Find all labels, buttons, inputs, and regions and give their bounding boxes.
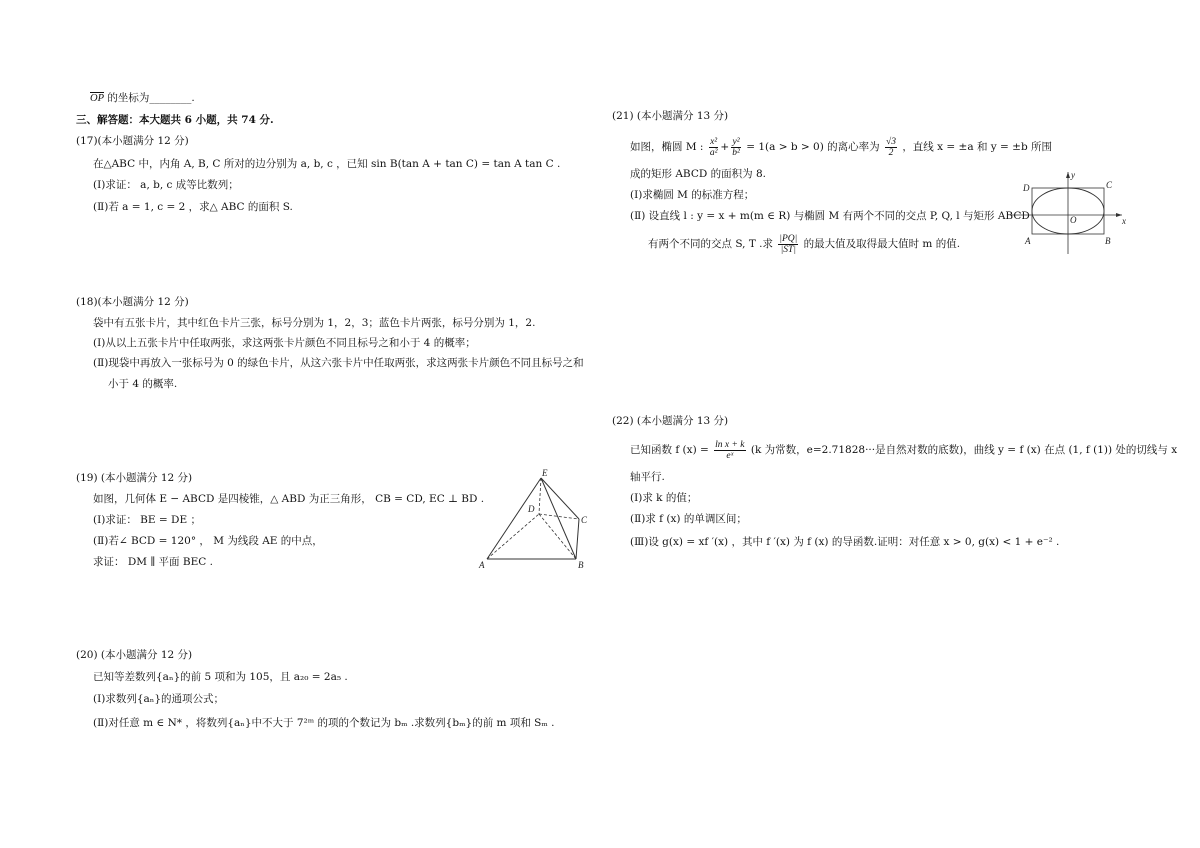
q21-l5b: 的最大值及取得最大值时 m 的值. [803,238,961,250]
frac-x: $\frac{\text{x²}}{\text{a²}}$ [709,136,718,158]
label-a2: A [1025,236,1031,246]
vector-op: $\overline{OP}$ [90,93,104,104]
q20-line1: 已知等差数列{aₙ}的前 5 项和为 105，且 a₂₀ = 2a₅ . [93,671,348,683]
q18-line3: (Ⅱ)现袋中再放入一张标号为 0 的绿色卡片，从这六张卡片中任取两张，求这两张卡片颜色不同且标号之和 [93,357,584,369]
pyramid-figure [475,466,595,572]
q19-head: (19) (本小题满分 12 分) [76,472,193,484]
q21-head: (21) (本小题满分 13 分) [612,110,729,122]
q22-line3: (Ⅰ)求 k 的值； [630,492,698,504]
q22-line1 [630,438,1177,462]
op-text: 的坐标为________. [107,92,195,104]
q17-line2: (Ⅰ)求证： a, b, c 成等比数列； [93,179,239,191]
q19-line2: (Ⅰ)求证： BE = DE ； [93,514,201,526]
q20-line3: (Ⅱ)对任意 m ∈ N* ，将数列{aₙ}中不大于 7²ᵐ 的项的个数记为 bₘ .求数列{bₘ}的前 m 项和 Sₘ . [93,717,555,729]
label-c: C [581,515,588,525]
frac-pq-st: $\frac{|PQ|}{|ST|}$ [779,233,798,255]
frac-f: $\frac{\text{ln x + k}}{\text{eˣ}}$ [715,439,745,461]
q21-line5 [648,232,960,256]
q22-line5: (Ⅲ)设 g(x) = xf ′(x) ，其中 f ′(x) 为 f (x) 的导函数.证明：对任意 x > 0, g(x) < 1 + e⁻² . [630,536,1060,548]
q21-l1a: 如图，椭圆 M : [630,141,704,153]
q22-head: (22) (本小题满分 13 分) [612,415,729,427]
ellipse-figure [1010,168,1134,256]
q22-l1b: (k 为常数，e=2.71828···是自然对数的底数)，曲线 y = f (x) 在点 (1, f (1)) 处的切线与 x [750,444,1178,456]
q21-l5a: 有两个不同的交点 S, T .求 [648,238,774,250]
label-b2: B [1105,236,1111,246]
op-line [90,91,195,106]
q21-l1c: ，直线 x = ±a 和 y = ±b 所围 [902,141,1053,153]
q20-head: (20) (本小题满分 12 分) [76,649,193,661]
q19-line1: 如图，几何体 E − ABCD 是四棱锥，△ ABD 为正三角形， CB = CD, EC ⊥ BD . [93,493,485,505]
q22-line4: (Ⅱ)求 f (x) 的单调区间； [630,513,747,525]
q22-line2: 轴平行. [630,471,665,483]
q17-line3: (Ⅱ)若 a = 1, c = 2 ，求△ ABC 的面积 S. [93,201,293,213]
q19-line3: (Ⅱ)若∠ BCD = 120° ， M 为线段 AE 的中点， [93,535,323,547]
label-b: B [578,560,584,570]
frac-e: $\frac{√3}{2}$ [886,136,896,158]
label-x: x [1122,216,1126,226]
label-y: y [1071,170,1075,180]
section-3-title: 三、解答题：本大题共 6 小题，共 74 分. [76,114,274,126]
q22-l1a: 已知函数 f (x) = [630,444,709,456]
label-a: A [479,560,485,570]
q18-line4: 小于 4 的概率. [108,378,178,390]
q21-line3: (Ⅰ)求椭圆 M 的标准方程； [630,189,755,201]
q19-line4: 求证： DM ∥ 平面 BEC . [93,556,213,568]
q21-line1: 如图，椭圆 M : $\frac{\text{x²}}{\text{a²}}$ + $\frac{\text{y²}}{\text{b²}}$ = 1(a > b > 0) 的离心率为 $\frac{√3}{2}$ ，直线 x = ±a 和 y = ±b 所围 [630,136,1053,158]
label-d: D [528,504,535,514]
q21-line4: (Ⅱ) 设直线 l : y = x + m(m ∈ R) 与椭圆 M 有两个不同的交点 P, Q, l 与矩形 ABCD [630,210,1030,222]
q17-line1: 在△ABC 中，内角 A, B, C 所对的边分别为 a, b, c ，已知 sin B(tan A + tan C) = tan A tan C . [93,158,561,170]
q20-line2: (Ⅰ)求数列{aₙ}的通项公式； [93,693,225,705]
q21-l1b: = 1(a > b > 0) 的离心率为 [746,141,880,153]
q18-head: (18)(本小题满分 12 分) [76,296,189,308]
label-o: O [1070,215,1077,225]
q21-line2: 成的矩形 ABCD 的面积为 8. [630,168,766,180]
q17-head: (17)(本小题满分 12 分) [76,135,189,147]
label-e: E [542,468,548,478]
label-c2: C [1106,180,1113,190]
label-d2: D [1023,183,1030,193]
q18-line2: (Ⅰ)从以上五张卡片中任取两张，求这两张卡片颜色不同且标号之和小于 4 的概率； [93,337,476,349]
q18-line1: 袋中有五张卡片，其中红色卡片三张，标号分别为 1，2，3；蓝色卡片两张，标号分别为 1，2. [93,317,536,329]
frac-y: $\frac{\text{y²}}{\text{b²}}$ [732,136,740,158]
